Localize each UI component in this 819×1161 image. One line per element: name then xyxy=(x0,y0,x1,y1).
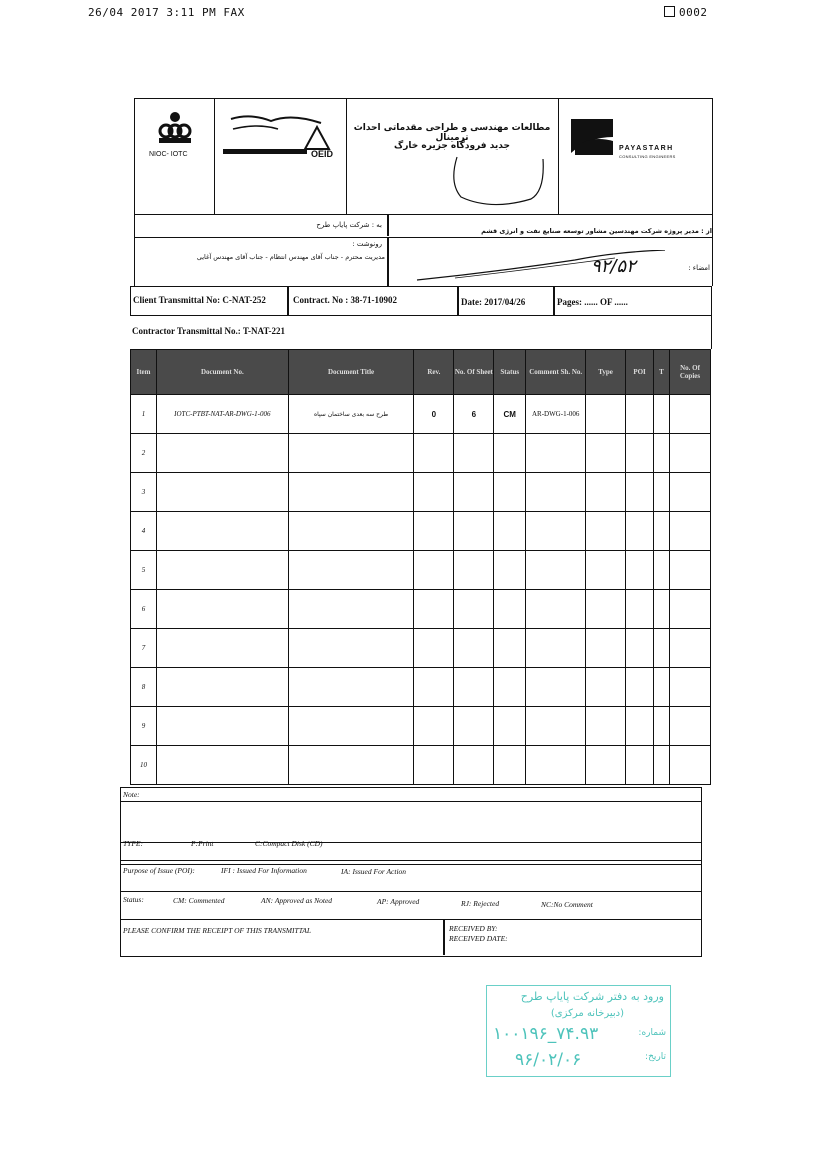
table-cell xyxy=(494,590,526,629)
table-cell xyxy=(526,629,586,668)
table-cell xyxy=(669,473,710,512)
oeid-logo-cell xyxy=(215,99,347,214)
table-cell xyxy=(494,473,526,512)
status-an: AN: Approved as Noted xyxy=(261,896,333,905)
table-cell: 5 xyxy=(131,551,157,590)
table-row xyxy=(131,551,711,590)
table-row xyxy=(131,668,711,707)
table-cell xyxy=(414,629,454,668)
table-cell xyxy=(626,629,654,668)
table-cell xyxy=(626,473,654,512)
status-label: Status: xyxy=(123,895,144,904)
table-cell xyxy=(288,590,414,629)
project-title-line1: مطالعات مهندسی و طراحی مقدماتی احداث ترمینال xyxy=(353,123,551,143)
table-cell xyxy=(414,746,454,785)
nioc-logo-icon xyxy=(155,107,195,147)
table-cell xyxy=(654,668,670,707)
table-cell xyxy=(586,473,626,512)
table-cell xyxy=(288,434,414,473)
table-cell xyxy=(669,746,710,785)
table-cell xyxy=(669,512,710,551)
table-cell xyxy=(626,668,654,707)
table-cell xyxy=(526,668,586,707)
nioc-label: NIOC- IOTC xyxy=(149,151,188,158)
table-cell: 0 xyxy=(414,395,454,434)
table-cell: طرح سه بعدی ساختمان سپاه xyxy=(288,395,414,434)
cc-label: رونوشت : xyxy=(352,240,382,248)
table-cell xyxy=(414,512,454,551)
table-cell xyxy=(454,668,494,707)
confirm-row xyxy=(120,920,702,957)
table-cell xyxy=(494,629,526,668)
table-cell xyxy=(526,590,586,629)
table-cell xyxy=(654,590,670,629)
table-cell xyxy=(654,707,670,746)
table-cell xyxy=(156,512,288,551)
status-rj: RJ: Rejected xyxy=(461,899,500,908)
table-cell xyxy=(288,746,414,785)
to-line: به : شرکت پایاپ طرح xyxy=(316,221,382,229)
col-header: Comment Sh. No. xyxy=(526,350,586,395)
status-ap: AP: Approved xyxy=(377,897,420,906)
nioc-logo-cell xyxy=(135,99,215,214)
handwritten-mark: ۹۲/۵۲ xyxy=(591,256,636,277)
table-cell: 3 xyxy=(131,473,157,512)
note-label: Note: xyxy=(123,790,140,799)
table-cell: 6 xyxy=(454,395,494,434)
table-cell xyxy=(669,707,710,746)
received-date: RECEIVED DATE: xyxy=(449,934,508,943)
table-cell xyxy=(669,395,710,434)
table-cell xyxy=(494,434,526,473)
oeid-logo-icon xyxy=(223,109,341,169)
from-line: از : مدیر پروژه شرکت مهندسین مشاور توسعه صنایع نفت و انرژی قشم xyxy=(481,227,712,235)
table-cell: CM xyxy=(494,395,526,434)
table-cell xyxy=(654,434,670,473)
table-cell xyxy=(288,551,414,590)
oeid-label: OEID xyxy=(311,149,334,159)
table-cell: IOTC-PTBT-NAT-AR-DWG-1-006 xyxy=(156,395,288,434)
contractor-transmittal-no: Contractor Transmittal No.: T-NAT-221 xyxy=(132,326,285,336)
table-cell xyxy=(454,707,494,746)
col-header: Rev. xyxy=(414,350,454,395)
stamp-number-label: شماره: xyxy=(638,1028,666,1038)
table-row xyxy=(131,434,711,473)
table-cell xyxy=(288,707,414,746)
table-cell xyxy=(414,551,454,590)
table-cell xyxy=(414,473,454,512)
stamp-line2: (دبیرخانه مرکزی) xyxy=(550,1008,624,1019)
table-cell xyxy=(494,668,526,707)
table-cell: 4 xyxy=(131,512,157,551)
table-cell xyxy=(494,551,526,590)
address-row xyxy=(134,214,713,238)
table-cell xyxy=(654,746,670,785)
documents-table xyxy=(130,349,711,785)
table-row xyxy=(131,473,711,512)
table-row xyxy=(131,629,711,668)
table-cell xyxy=(526,434,586,473)
table-cell xyxy=(454,629,494,668)
receipt-stamp xyxy=(486,985,671,1077)
table-cell xyxy=(586,707,626,746)
table-cell xyxy=(526,512,586,551)
project-title-line2: جدید فرودگاه جزیره خارگ xyxy=(394,141,510,151)
status-cm: CM: Commented xyxy=(173,896,225,905)
table-cell xyxy=(626,512,654,551)
table-cell xyxy=(494,707,526,746)
table-cell xyxy=(454,512,494,551)
table-cell xyxy=(156,434,288,473)
table-cell xyxy=(626,395,654,434)
stamp-number: ۱۰۰۱۹۶_۷۴.۹۳ xyxy=(493,1024,599,1044)
table-cell xyxy=(586,512,626,551)
table-cell xyxy=(156,551,288,590)
handwritten-signature-icon xyxy=(443,145,573,215)
table-cell xyxy=(586,629,626,668)
table-cell xyxy=(526,551,586,590)
status-nc: NC:No Comment xyxy=(541,900,593,909)
table-cell xyxy=(454,473,494,512)
table-row xyxy=(131,512,711,551)
signature-label: امضاء : xyxy=(688,264,710,272)
received-by: RECEIVED BY: xyxy=(449,924,498,933)
table-cell xyxy=(414,707,454,746)
type-print: P:Print xyxy=(191,839,214,848)
table-cell xyxy=(494,512,526,551)
confirm-text: PLEASE CONFIRM THE RECEIPT OF THIS TRANSMITTAL xyxy=(123,926,312,935)
table-cell xyxy=(669,434,710,473)
payastarh-name: PAYASTARH xyxy=(619,145,674,152)
poi-ifi: IFI : Issued For Information xyxy=(221,866,307,875)
table-cell: 1 xyxy=(131,395,157,434)
info-row xyxy=(130,286,712,316)
table-cell: 6 xyxy=(131,590,157,629)
fax-page-label: 0002 xyxy=(679,6,708,19)
type-label: TYPE: xyxy=(123,839,144,848)
payastarh-logo-icon xyxy=(569,117,615,157)
table-cell xyxy=(288,668,414,707)
table-cell xyxy=(586,668,626,707)
table-cell: 9 xyxy=(131,707,157,746)
cc-row xyxy=(134,238,713,286)
table-cell xyxy=(454,590,494,629)
table-cell xyxy=(586,434,626,473)
stamp-line1: ورود به دفتر شرکت پایاپ طرح xyxy=(520,990,664,1003)
table-cell xyxy=(669,629,710,668)
table-row xyxy=(131,590,711,629)
table-cell xyxy=(494,746,526,785)
contractor-row xyxy=(130,316,712,349)
payastarh-logo-cell xyxy=(559,99,714,214)
table-cell xyxy=(586,746,626,785)
table-cell xyxy=(454,551,494,590)
col-header: No. Of Sheet xyxy=(454,350,494,395)
table-cell xyxy=(414,590,454,629)
poi-row xyxy=(120,860,702,892)
col-header: No. Of Copies xyxy=(669,350,710,395)
table-cell xyxy=(654,473,670,512)
poi-ia: IA: Issued For Action xyxy=(341,867,407,876)
table-cell xyxy=(586,590,626,629)
contract-no: Contract. No : 38-71-10902 xyxy=(293,295,397,305)
table-cell xyxy=(654,551,670,590)
table-header-row xyxy=(131,350,711,395)
col-header: Document Title xyxy=(288,350,414,395)
table-cell xyxy=(626,746,654,785)
table-cell xyxy=(669,551,710,590)
table-cell xyxy=(414,668,454,707)
table-cell xyxy=(288,512,414,551)
table-cell xyxy=(626,707,654,746)
table-cell: 7 xyxy=(131,629,157,668)
fax-header-timestamp: 26/04 2017 3:11 PM FAX xyxy=(88,6,245,19)
table-cell xyxy=(654,395,670,434)
table-cell xyxy=(669,590,710,629)
col-header: POI xyxy=(626,350,654,395)
table-cell xyxy=(156,590,288,629)
payastarh-subtitle: CONSULTING ENGINEERS xyxy=(619,154,676,159)
project-title-cell xyxy=(347,99,559,214)
table-cell xyxy=(654,629,670,668)
stamp-date: ۹۶/۰۲/۰۶ xyxy=(515,1050,582,1070)
table-cell xyxy=(288,629,414,668)
table-cell: 2 xyxy=(131,434,157,473)
table-cell: 8 xyxy=(131,668,157,707)
table-cell xyxy=(626,551,654,590)
col-header: Document No. xyxy=(156,350,288,395)
scribble-icon xyxy=(415,250,675,284)
table-cell xyxy=(156,668,288,707)
table-cell xyxy=(156,473,288,512)
table-row xyxy=(131,707,711,746)
table-cell: AR-DWG-1-006 xyxy=(526,395,586,434)
col-header: Type xyxy=(586,350,626,395)
table-cell xyxy=(654,512,670,551)
table-cell xyxy=(669,668,710,707)
cc-line: مدیریت محترم - جناب آقای مهندس انتظام - جناب آقای مهندس آغایی xyxy=(196,253,385,261)
col-header: Status xyxy=(494,350,526,395)
table-cell xyxy=(414,434,454,473)
table-cell xyxy=(156,707,288,746)
transmittal-date: Date: 2017/04/26 xyxy=(461,297,526,307)
status-row xyxy=(120,891,702,920)
table-cell xyxy=(526,746,586,785)
table-cell xyxy=(454,746,494,785)
fax-page-number xyxy=(664,6,708,19)
table-cell xyxy=(626,434,654,473)
table-cell xyxy=(454,434,494,473)
type-cd: C:Compact Disk (CD) xyxy=(255,839,323,848)
table-cell: 10 xyxy=(131,746,157,785)
col-header: T xyxy=(654,350,670,395)
pages-count: Pages: ...... OF ...... xyxy=(557,297,628,307)
table-cell xyxy=(626,590,654,629)
table-row xyxy=(131,746,711,785)
table-cell xyxy=(586,395,626,434)
col-header: Item xyxy=(131,350,157,395)
stamp-date-label: تاریخ: xyxy=(645,1052,666,1062)
table-cell xyxy=(156,746,288,785)
table-cell xyxy=(156,629,288,668)
table-cell xyxy=(586,551,626,590)
client-transmittal-no: Client Transmittal No: C-NAT-252 xyxy=(133,295,266,305)
fax-box-icon xyxy=(664,6,675,17)
table-cell xyxy=(526,473,586,512)
poi-label: Purpose of Issue (POI): xyxy=(123,866,195,875)
table-row xyxy=(131,395,711,434)
header-block xyxy=(134,98,713,215)
table-cell xyxy=(526,707,586,746)
table-cell xyxy=(288,473,414,512)
